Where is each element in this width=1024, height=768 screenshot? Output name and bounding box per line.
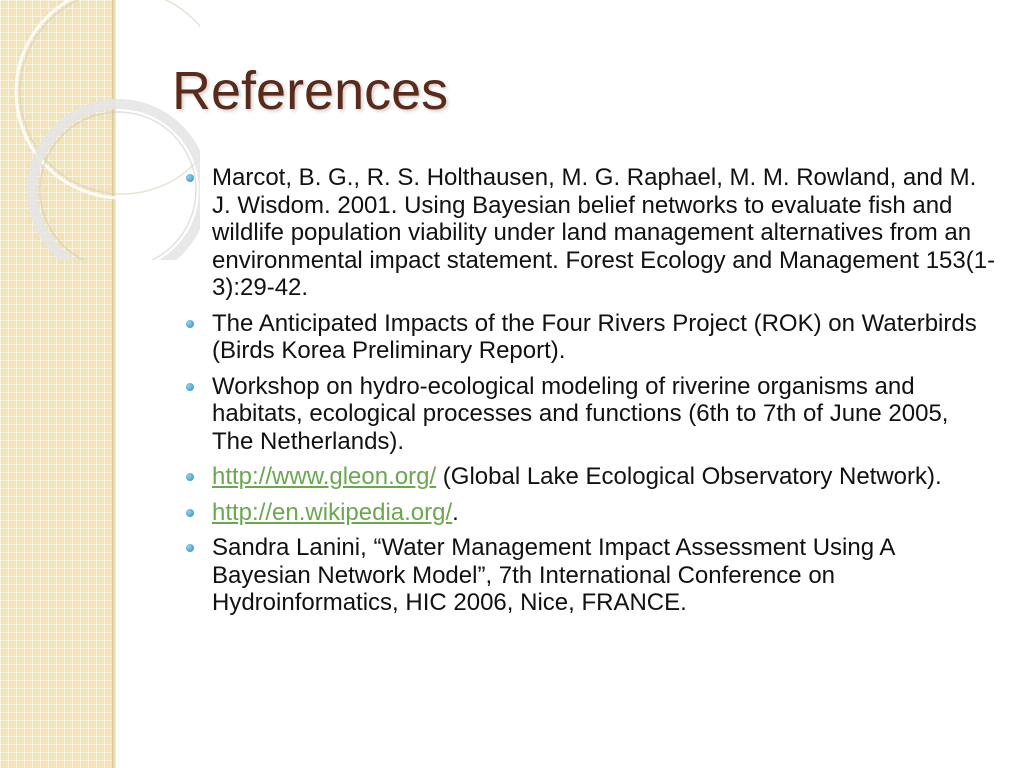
reference-item — [186, 499, 996, 527]
reference-text: (Global Lake Ecological Observatory Network). — [436, 463, 942, 490]
bullet-icon — [186, 320, 194, 328]
reference-item — [186, 373, 996, 456]
reference-item — [186, 310, 996, 365]
bullet-icon — [186, 383, 194, 391]
reference-item — [186, 164, 996, 302]
reference-text: Workshop on hydro-ecological modeling of riverine organisms and habitats, ecological processes and functions (6th to 7th of June 2005, The Netherlands). — [212, 372, 949, 455]
reference-text: . — [452, 498, 459, 526]
reference-item — [186, 463, 996, 491]
reference-item — [186, 534, 996, 617]
bullet-icon — [186, 509, 194, 517]
wikipedia-link[interactable]: http://en.wikipedia.org/ — [212, 498, 453, 526]
bullet-icon — [186, 544, 194, 552]
reference-text: Sandra Lanini, “Water Management Impact Assessment Using A Bayesian Network Model”, 7th International Conference on Hydroinformatics, HIC 2006, Nice, FRANCE. — [212, 534, 895, 616]
bullet-icon — [186, 473, 194, 481]
slide-title: References — [172, 61, 449, 121]
references-list — [186, 164, 996, 625]
bullet-icon — [186, 174, 194, 182]
gleon-link[interactable]: http://www.gleon.org/ — [212, 463, 437, 490]
reference-text: The Anticipated Impacts of the Four Rivers Project (ROK) on Waterbirds (Birds Korea Preliminary Report). — [212, 309, 977, 364]
reference-text: Marcot, B. G., R. S. Holthausen, M. G. Raphael, M. M. Rowland, and M. J. Wisdom. 2001. Using Bayesian belief networks to evaluate fish and wildlife population viability under land management alternatives from an environmental impact statement. Forest Ecology and Management 153(1-3):29-42. — [212, 164, 996, 301]
decorative-circles — [0, 0, 200, 260]
